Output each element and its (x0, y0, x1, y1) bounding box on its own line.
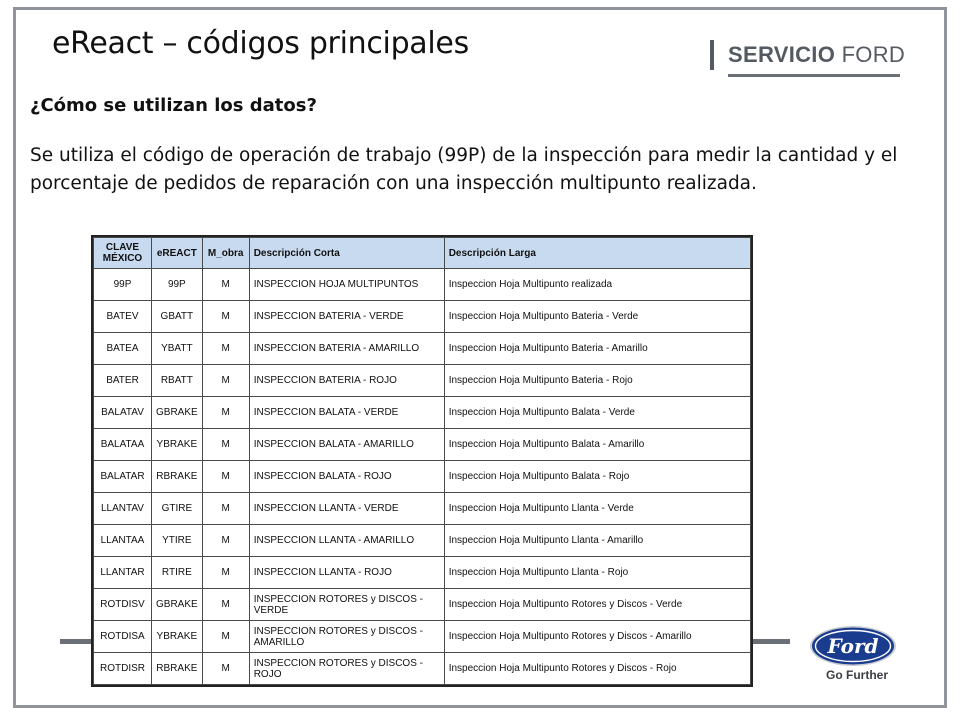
cell-clave: LLANTAR (94, 557, 152, 589)
cell-desc-corta: INSPECCION BALATA - VERDE (249, 397, 444, 429)
table-row (94, 365, 751, 397)
body-paragraph: Se utiliza el código de operación de trabajo (99P) de la inspección para medir la cantidad y el porcentaje de pedidos de reparación con una inspección multipunto realizada. (30, 145, 898, 194)
cell-ereact: GBRAKE (152, 589, 203, 621)
header-descripcion-larga: Descripción Larga (444, 238, 750, 269)
cell-m-obra: M (202, 461, 249, 493)
slide-title: eReact – códigos principales (52, 26, 469, 61)
header-m-obra: M_obra (202, 238, 249, 269)
cell-m-obra: M (202, 493, 249, 525)
cell-desc-corta: INSPECCION BATERIA - AMARILLO (249, 333, 444, 365)
cell-clave: ROTDISV (94, 589, 152, 621)
header-ereact: eREACT (152, 238, 203, 269)
table-row (94, 333, 751, 365)
cell-desc-corta: INSPECCION BALATA - ROJO (249, 461, 444, 493)
go-further-tagline: Go Further (826, 668, 888, 682)
cell-desc-larga: Inspeccion Hoja Multipunto Bateria - Verde (444, 301, 750, 333)
cell-desc-corta: INSPECCION BATERIA - ROJO (249, 365, 444, 397)
cell-desc-larga: Inspeccion Hoja Multipunto realizada (444, 269, 750, 301)
header-clave-mexico: CLAVE MÉXICO (94, 238, 152, 269)
cell-desc-corta: INSPECCION BALATA - AMARILLO (249, 429, 444, 461)
cell-clave: LLANTAA (94, 525, 152, 557)
cell-clave: BALATAR (94, 461, 152, 493)
cell-clave: ROTDISA (94, 621, 152, 653)
cell-desc-larga: Inspeccion Hoja Multipunto Balata - Amarillo (444, 429, 750, 461)
table-row (94, 493, 751, 525)
brand-bold-text: SERVICIO (728, 42, 836, 67)
cell-clave: BATEV (94, 301, 152, 333)
cell-ereact: GBRAKE (152, 397, 203, 429)
table-header-row (94, 238, 751, 269)
cell-desc-corta: INSPECCION ROTORES y DISCOS - ROJO (249, 653, 444, 685)
cell-ereact: RBRAKE (152, 461, 203, 493)
cell-desc-larga: Inspeccion Hoja Multipunto Balata - Rojo (444, 461, 750, 493)
table-row (94, 461, 751, 493)
header-descripcion-corta: Descripción Corta (249, 238, 444, 269)
cell-ereact: YBRAKE (152, 621, 203, 653)
ford-logo-icon (809, 625, 897, 667)
table-row (94, 525, 751, 557)
cell-ereact: RBRAKE (152, 653, 203, 685)
codes-table (93, 237, 751, 685)
cell-ereact: GBATT (152, 301, 203, 333)
cell-ereact: RBATT (152, 365, 203, 397)
cell-clave: ROTDISR (94, 653, 152, 685)
table-row (94, 589, 751, 621)
cell-ereact: YBATT (152, 333, 203, 365)
cell-m-obra: M (202, 301, 249, 333)
cell-desc-corta: INSPECCION BATERIA - VERDE (249, 301, 444, 333)
cell-desc-corta: INSPECCION ROTORES y DISCOS - VERDE (249, 589, 444, 621)
cell-desc-larga: Inspeccion Hoja Multipunto Llanta - Rojo (444, 557, 750, 589)
table-row (94, 557, 751, 589)
cell-m-obra: M (202, 621, 249, 653)
cell-clave: BATER (94, 365, 152, 397)
cell-desc-larga: Inspeccion Hoja Multipunto Balata - Verde (444, 397, 750, 429)
cell-desc-larga: Inspeccion Hoja Multipunto Bateria - Rojo (444, 365, 750, 397)
table-row (94, 269, 751, 301)
cell-m-obra: M (202, 429, 249, 461)
cell-m-obra: M (202, 269, 249, 301)
cell-desc-corta: INSPECCION ROTORES y DISCOS - AMARILLO (249, 621, 444, 653)
cell-ereact: YBRAKE (152, 429, 203, 461)
cell-desc-larga: Inspeccion Hoja Multipunto Rotores y Discos - Verde (444, 589, 750, 621)
cell-m-obra: M (202, 589, 249, 621)
cell-desc-corta: INSPECCION LLANTA - ROJO (249, 557, 444, 589)
cell-desc-larga: Inspeccion Hoja Multipunto Bateria - Amarillo (444, 333, 750, 365)
cell-desc-larga: Inspeccion Hoja Multipunto Rotores y Discos - Amarillo (444, 621, 750, 653)
cell-m-obra: M (202, 365, 249, 397)
table-row (94, 397, 751, 429)
brand-divider (710, 40, 714, 70)
cell-ereact: 99P (152, 269, 203, 301)
cell-desc-larga: Inspeccion Hoja Multipunto Llanta - Verde (444, 493, 750, 525)
cell-desc-corta: INSPECCION HOJA MULTIPUNTOS (249, 269, 444, 301)
table-row (94, 429, 751, 461)
cell-clave: BATEA (94, 333, 152, 365)
cell-m-obra: M (202, 333, 249, 365)
cell-clave: BALATAV (94, 397, 152, 429)
ford-logo-wordmark: Ford (827, 634, 879, 658)
cell-clave: 99P (94, 269, 152, 301)
table-row (94, 301, 751, 333)
cell-ereact: YTIRE (152, 525, 203, 557)
cell-desc-larga: Inspeccion Hoja Multipunto Rotores y Discos - Rojo (444, 653, 750, 685)
decor-line-right (748, 639, 790, 644)
cell-m-obra: M (202, 525, 249, 557)
section-question: ¿Cómo se utilizan los datos? (30, 95, 317, 116)
cell-m-obra: M (202, 653, 249, 685)
table-row (94, 621, 751, 653)
brand-light-text: FORD (841, 42, 906, 67)
cell-desc-larga: Inspeccion Hoja Multipunto Llanta - Amarillo (444, 525, 750, 557)
cell-m-obra: M (202, 557, 249, 589)
cell-clave: BALATAA (94, 429, 152, 461)
cell-desc-corta: INSPECCION LLANTA - VERDE (249, 493, 444, 525)
servicio-ford-logo (728, 42, 905, 68)
cell-desc-corta: INSPECCION LLANTA - AMARILLO (249, 525, 444, 557)
cell-m-obra: M (202, 397, 249, 429)
cell-clave: LLANTAV (94, 493, 152, 525)
table-body (94, 269, 751, 685)
cell-ereact: GTIRE (152, 493, 203, 525)
cell-ereact: RTIRE (152, 557, 203, 589)
table-row (94, 653, 751, 685)
brand-underline (728, 74, 900, 77)
